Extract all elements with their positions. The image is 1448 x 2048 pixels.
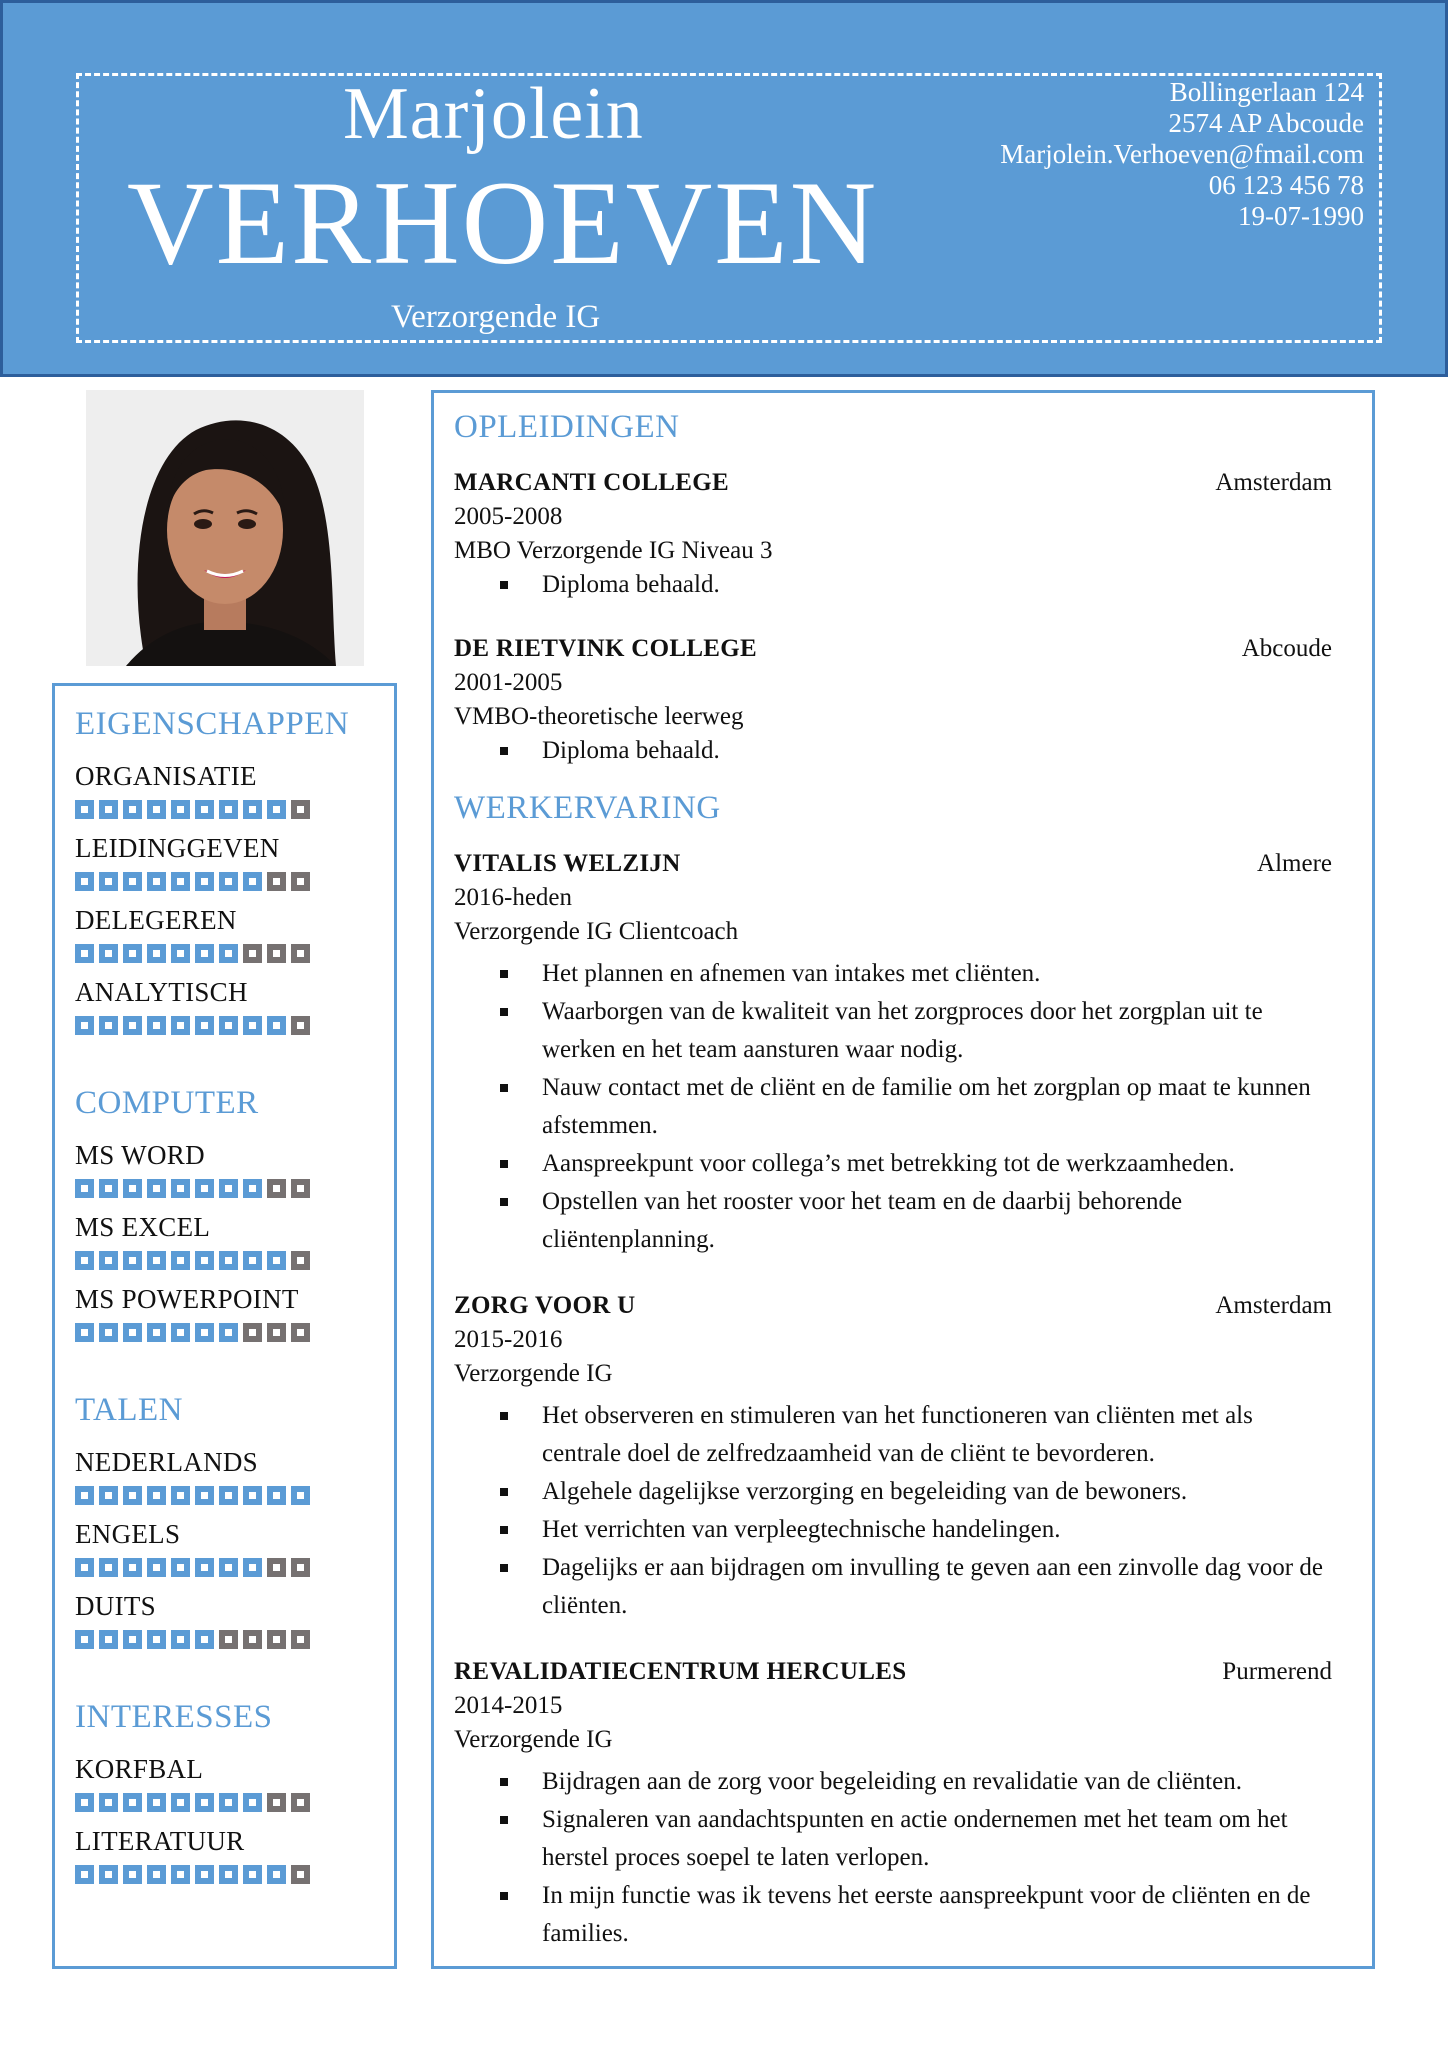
rating-square-filled	[267, 1865, 286, 1884]
skill-rating	[75, 1016, 375, 1035]
rating-square-empty	[291, 872, 310, 891]
work-title: WERKERVARING	[454, 790, 721, 826]
rating-square-filled	[123, 1016, 142, 1035]
skill-rating	[75, 1179, 375, 1198]
portrait-image	[86, 390, 364, 666]
skill-item	[75, 979, 375, 1035]
skill-label: ORGANISATIE	[75, 761, 257, 791]
rating-square-filled	[171, 800, 190, 819]
rating-square-filled	[243, 1793, 262, 1812]
rating-square-empty	[291, 1793, 310, 1812]
bullet-item: Het plannen en afnemen van intakes met cliënten.	[454, 955, 1334, 993]
entry-header	[454, 466, 1334, 500]
bullet-item: In mijn functie was ik tevens het eerste aanspreekpunt voor de cliënten en de families.	[454, 1877, 1334, 1953]
main-box	[431, 390, 1375, 1969]
rating-square-filled	[75, 944, 94, 963]
rating-square-filled	[267, 1486, 286, 1505]
education-list	[454, 466, 1334, 768]
rating-square-filled	[219, 1486, 238, 1505]
skill-label: MS WORD	[75, 1140, 205, 1170]
rating-square-filled	[219, 1016, 238, 1035]
rating-square-filled	[147, 1179, 166, 1198]
rating-square-empty	[267, 944, 286, 963]
rating-square-filled	[75, 1251, 94, 1270]
entry-organization: MARCANTI COLLEGE	[454, 469, 729, 496]
rating-square-filled	[99, 1179, 118, 1198]
entry-bullets	[454, 734, 1334, 768]
rating-square-filled	[243, 1486, 262, 1505]
skill-label: DUITS	[75, 1591, 156, 1621]
rating-square-filled	[195, 1251, 214, 1270]
rating-square-filled	[147, 800, 166, 819]
rating-square-filled	[75, 1865, 94, 1884]
skill-label: ENGELS	[75, 1519, 181, 1549]
entry-role: Verzorgende IG	[454, 1360, 613, 1387]
entry-period: 2015-2016	[454, 1326, 563, 1353]
skill-rating	[75, 800, 375, 819]
rating-square-empty	[291, 1558, 310, 1577]
rating-square-filled	[99, 1251, 118, 1270]
rating-square-empty	[291, 1323, 310, 1342]
rating-square-filled	[243, 1251, 262, 1270]
skill-rating	[75, 1630, 375, 1649]
rating-square-filled	[195, 800, 214, 819]
rating-square-filled	[99, 944, 118, 963]
rating-square-empty	[291, 800, 310, 819]
entry-location: Amsterdam	[1215, 469, 1332, 496]
rating-square-filled	[99, 800, 118, 819]
entry-bullets	[454, 568, 1334, 602]
profile-photo	[86, 390, 364, 666]
sidebar-box	[52, 683, 397, 1969]
entry-location: Almere	[1257, 850, 1332, 877]
contact-email[interactable]: Marjolein.Verhoeven@fmail.com	[1000, 139, 1364, 169]
work-entry	[454, 1289, 1334, 1625]
rating-square-filled	[123, 1865, 142, 1884]
rating-square-filled	[195, 1865, 214, 1884]
entry-role: Verzorgende IG	[454, 1726, 613, 1753]
bullet-item: Aanspreekpunt voor collega’s met betrekking tot de werkzaamheden.	[454, 1145, 1334, 1183]
rating-square-filled	[147, 1486, 166, 1505]
rating-square-filled	[147, 1251, 166, 1270]
skill-label: LEIDINGGEVEN	[75, 833, 280, 863]
rating-square-filled	[195, 1486, 214, 1505]
entry-bullets	[454, 955, 1334, 1259]
rating-square-filled	[75, 800, 94, 819]
rating-square-filled	[195, 1630, 214, 1649]
rating-square-empty	[291, 1865, 310, 1884]
rating-square-filled	[99, 1558, 118, 1577]
rating-square-filled	[243, 872, 262, 891]
rating-square-filled	[243, 1558, 262, 1577]
rating-square-filled	[123, 872, 142, 891]
rating-square-filled	[219, 1793, 238, 1812]
sidebar-section-title: EIGENSCHAPPEN	[75, 706, 350, 742]
entry-role: MBO Verzorgende IG Niveau 3	[454, 537, 773, 564]
rating-square-filled	[123, 1251, 142, 1270]
rating-square-filled	[147, 1793, 166, 1812]
contact-address: Bollingerlaan 124	[1169, 77, 1364, 107]
skill-item	[75, 763, 375, 819]
skill-label: MS POWERPOINT	[75, 1284, 299, 1314]
rating-square-empty	[267, 1558, 286, 1577]
skill-rating	[75, 944, 375, 963]
rating-square-empty	[291, 1179, 310, 1198]
skill-rating	[75, 1865, 375, 1884]
work-list	[454, 847, 1334, 1953]
rating-square-empty	[267, 872, 286, 891]
rating-square-filled	[123, 944, 142, 963]
rating-square-filled	[147, 1558, 166, 1577]
rating-square-filled	[99, 1793, 118, 1812]
contact-birthdate: 19-07-1990	[1238, 201, 1364, 231]
rating-square-filled	[171, 1630, 190, 1649]
rating-square-filled	[75, 872, 94, 891]
rating-square-filled	[99, 1630, 118, 1649]
header-banner	[0, 0, 1448, 377]
bullet-item: Waarborgen van de kwaliteit van het zorgproces door het zorgplan uit te werken en het team aansturen waar nodig.	[454, 993, 1334, 1069]
entry-location: Purmerend	[1222, 1658, 1332, 1685]
entry-header	[454, 847, 1334, 881]
entry-header	[454, 1655, 1334, 1689]
skill-item	[75, 1449, 375, 1505]
rating-square-filled	[219, 1179, 238, 1198]
contact-postal: 2574 AP Abcoude	[1168, 108, 1364, 138]
main-content	[454, 411, 1334, 1983]
rating-square-filled	[123, 1179, 142, 1198]
rating-square-filled	[267, 1016, 286, 1035]
rating-square-empty	[267, 1793, 286, 1812]
entry-organization: ZORG VOOR U	[454, 1292, 636, 1319]
rating-square-filled	[171, 1486, 190, 1505]
rating-square-filled	[267, 1251, 286, 1270]
rating-square-filled	[75, 1179, 94, 1198]
rating-square-filled	[75, 1558, 94, 1577]
rating-square-filled	[195, 1323, 214, 1342]
rating-square-empty	[291, 1016, 310, 1035]
entry-location: Amsterdam	[1215, 1292, 1332, 1319]
rating-square-filled	[123, 1486, 142, 1505]
contact-block	[1000, 77, 1364, 232]
rating-square-filled	[171, 1179, 190, 1198]
education-title: OPLEIDINGEN	[454, 409, 680, 445]
rating-square-filled	[171, 944, 190, 963]
sidebar-section-title: TALEN	[75, 1392, 183, 1428]
rating-square-empty	[267, 1630, 286, 1649]
sidebar-content	[75, 708, 375, 1936]
entry-role: Verzorgende IG Clientcoach	[454, 918, 739, 945]
rating-square-filled	[195, 872, 214, 891]
skill-item	[75, 907, 375, 963]
rating-square-filled	[219, 872, 238, 891]
entry-period: 2014-2015	[454, 1692, 563, 1719]
skill-rating	[75, 1558, 375, 1577]
skill-rating	[75, 1486, 375, 1505]
bullet-item: Dagelijks er aan bijdragen om invulling te geven aan een zinvolle dag voor de cliënten.	[454, 1549, 1334, 1625]
entry-organization: DE RIETVINK COLLEGE	[454, 635, 757, 662]
sidebar-section-title: COMPUTER	[75, 1085, 259, 1121]
rating-square-filled	[195, 1793, 214, 1812]
rating-square-filled	[147, 872, 166, 891]
rating-square-filled	[147, 1323, 166, 1342]
bullet-item: Diploma behaald.	[454, 568, 1334, 602]
rating-square-filled	[171, 1558, 190, 1577]
work-entry	[454, 847, 1334, 1259]
rating-square-empty	[267, 1179, 286, 1198]
rating-square-filled	[243, 1016, 262, 1035]
bullet-item: Bijdragen aan de zorg voor begeleiding en revalidatie van de cliënten.	[454, 1763, 1334, 1801]
skill-item	[75, 1142, 375, 1198]
skill-label: MS EXCEL	[75, 1212, 211, 1242]
rating-square-filled	[219, 1251, 238, 1270]
entry-organization: REVALIDATIECENTRUM HERCULES	[454, 1658, 907, 1685]
rating-square-filled	[219, 1558, 238, 1577]
rating-square-filled	[123, 1793, 142, 1812]
rating-square-filled	[123, 1630, 142, 1649]
skill-item	[75, 1593, 375, 1649]
rating-square-filled	[147, 1016, 166, 1035]
rating-square-filled	[195, 1558, 214, 1577]
entry-header	[454, 632, 1334, 666]
rating-square-filled	[147, 944, 166, 963]
rating-square-filled	[123, 800, 142, 819]
rating-square-filled	[123, 1558, 142, 1577]
rating-square-filled	[171, 1016, 190, 1035]
skill-rating	[75, 1251, 375, 1270]
rating-square-filled	[171, 1865, 190, 1884]
skill-rating	[75, 872, 375, 891]
skill-label: KORFBAL	[75, 1754, 204, 1784]
sidebar-section	[75, 1087, 375, 1342]
skill-label: DELEGEREN	[75, 905, 237, 935]
rating-square-filled	[75, 1630, 94, 1649]
entry-location: Abcoude	[1241, 635, 1332, 662]
rating-square-filled	[75, 1016, 94, 1035]
bullet-item: Diploma behaald.	[454, 734, 1334, 768]
rating-square-filled	[99, 1486, 118, 1505]
rating-square-filled	[99, 1323, 118, 1342]
rating-square-empty	[267, 1323, 286, 1342]
entry-period: 2001-2005	[454, 669, 563, 696]
rating-square-filled	[195, 1016, 214, 1035]
contact-phone: 06 123 456 78	[1208, 170, 1364, 200]
skill-rating	[75, 1793, 375, 1812]
rating-square-empty	[291, 944, 310, 963]
bullet-item: Nauw contact met de cliënt en de familie om het zorgplan op maat te kunnen afstemmen.	[454, 1069, 1334, 1145]
bullet-item: Opstellen van het rooster voor het team en de daarbij behorende cliëntenplanning.	[454, 1183, 1334, 1259]
rating-square-filled	[195, 944, 214, 963]
education-entry	[454, 466, 1334, 602]
sidebar-section	[75, 1701, 375, 1884]
rating-square-filled	[171, 872, 190, 891]
rating-square-filled	[75, 1323, 94, 1342]
rating-square-filled	[75, 1793, 94, 1812]
rating-square-filled	[219, 944, 238, 963]
work-entry	[454, 1655, 1334, 1953]
rating-square-filled	[243, 800, 262, 819]
rating-square-filled	[195, 1179, 214, 1198]
rating-square-empty	[243, 1630, 262, 1649]
rating-square-filled	[243, 1865, 262, 1884]
rating-square-filled	[171, 1793, 190, 1812]
rating-square-filled	[219, 800, 238, 819]
rating-square-filled	[147, 1630, 166, 1649]
sidebar-section-title: INTERESSES	[75, 1699, 273, 1735]
rating-square-filled	[171, 1251, 190, 1270]
rating-square-filled	[75, 1486, 94, 1505]
skill-item	[75, 1286, 375, 1342]
rating-square-empty	[243, 1323, 262, 1342]
rating-square-empty	[291, 1251, 310, 1270]
skill-item	[75, 1214, 375, 1270]
rating-square-empty	[219, 1630, 238, 1649]
entry-organization: VITALIS WELZIJN	[454, 850, 681, 877]
rating-square-filled	[99, 872, 118, 891]
last-name: VERHOEVEN	[127, 156, 879, 289]
entry-bullets	[454, 1397, 1334, 1625]
entry-header	[454, 1289, 1334, 1323]
skill-item	[75, 1828, 375, 1884]
sidebar-section	[75, 708, 375, 1035]
rating-square-filled	[219, 1865, 238, 1884]
rating-square-filled	[171, 1323, 190, 1342]
rating-square-empty	[243, 944, 262, 963]
rating-square-filled	[123, 1323, 142, 1342]
job-title: Verzorgende IG	[391, 299, 601, 335]
skill-item	[75, 1521, 375, 1577]
entry-role: VMBO-theoretische leerweg	[454, 703, 744, 730]
skill-label: NEDERLANDS	[75, 1447, 258, 1477]
bullet-item: Het observeren en stimuleren van het functioneren van cliënten met als centrale doel de zelfredzaamheid van de cliënt te bevorderen.	[454, 1397, 1334, 1473]
rating-square-empty	[291, 1630, 310, 1649]
rating-square-filled	[291, 1486, 310, 1505]
skill-label: LITERATUUR	[75, 1826, 245, 1856]
sidebar-section	[75, 1394, 375, 1649]
first-name: Marjolein	[343, 73, 644, 155]
entry-bullets	[454, 1763, 1334, 1953]
bullet-item: Het verrichten van verpleegtechnische handelingen.	[454, 1511, 1334, 1549]
rating-square-filled	[243, 1179, 262, 1198]
skill-rating	[75, 1323, 375, 1342]
rating-square-filled	[219, 1323, 238, 1342]
skill-item	[75, 1756, 375, 1812]
bullet-item: Algehele dagelijkse verzorging en begeleiding van de bewoners.	[454, 1473, 1334, 1511]
entry-period: 2016-heden	[454, 884, 573, 911]
bullet-item: Signaleren van aandachtspunten en actie ondernemen met het team om het herstel proces soepel te laten verlopen.	[454, 1801, 1334, 1877]
rating-square-filled	[147, 1865, 166, 1884]
education-entry	[454, 632, 1334, 768]
skill-item	[75, 835, 375, 891]
rating-square-filled	[99, 1865, 118, 1884]
skill-label: ANALYTISCH	[75, 977, 248, 1007]
rating-square-filled	[99, 1016, 118, 1035]
entry-period: 2005-2008	[454, 503, 563, 530]
rating-square-filled	[267, 800, 286, 819]
